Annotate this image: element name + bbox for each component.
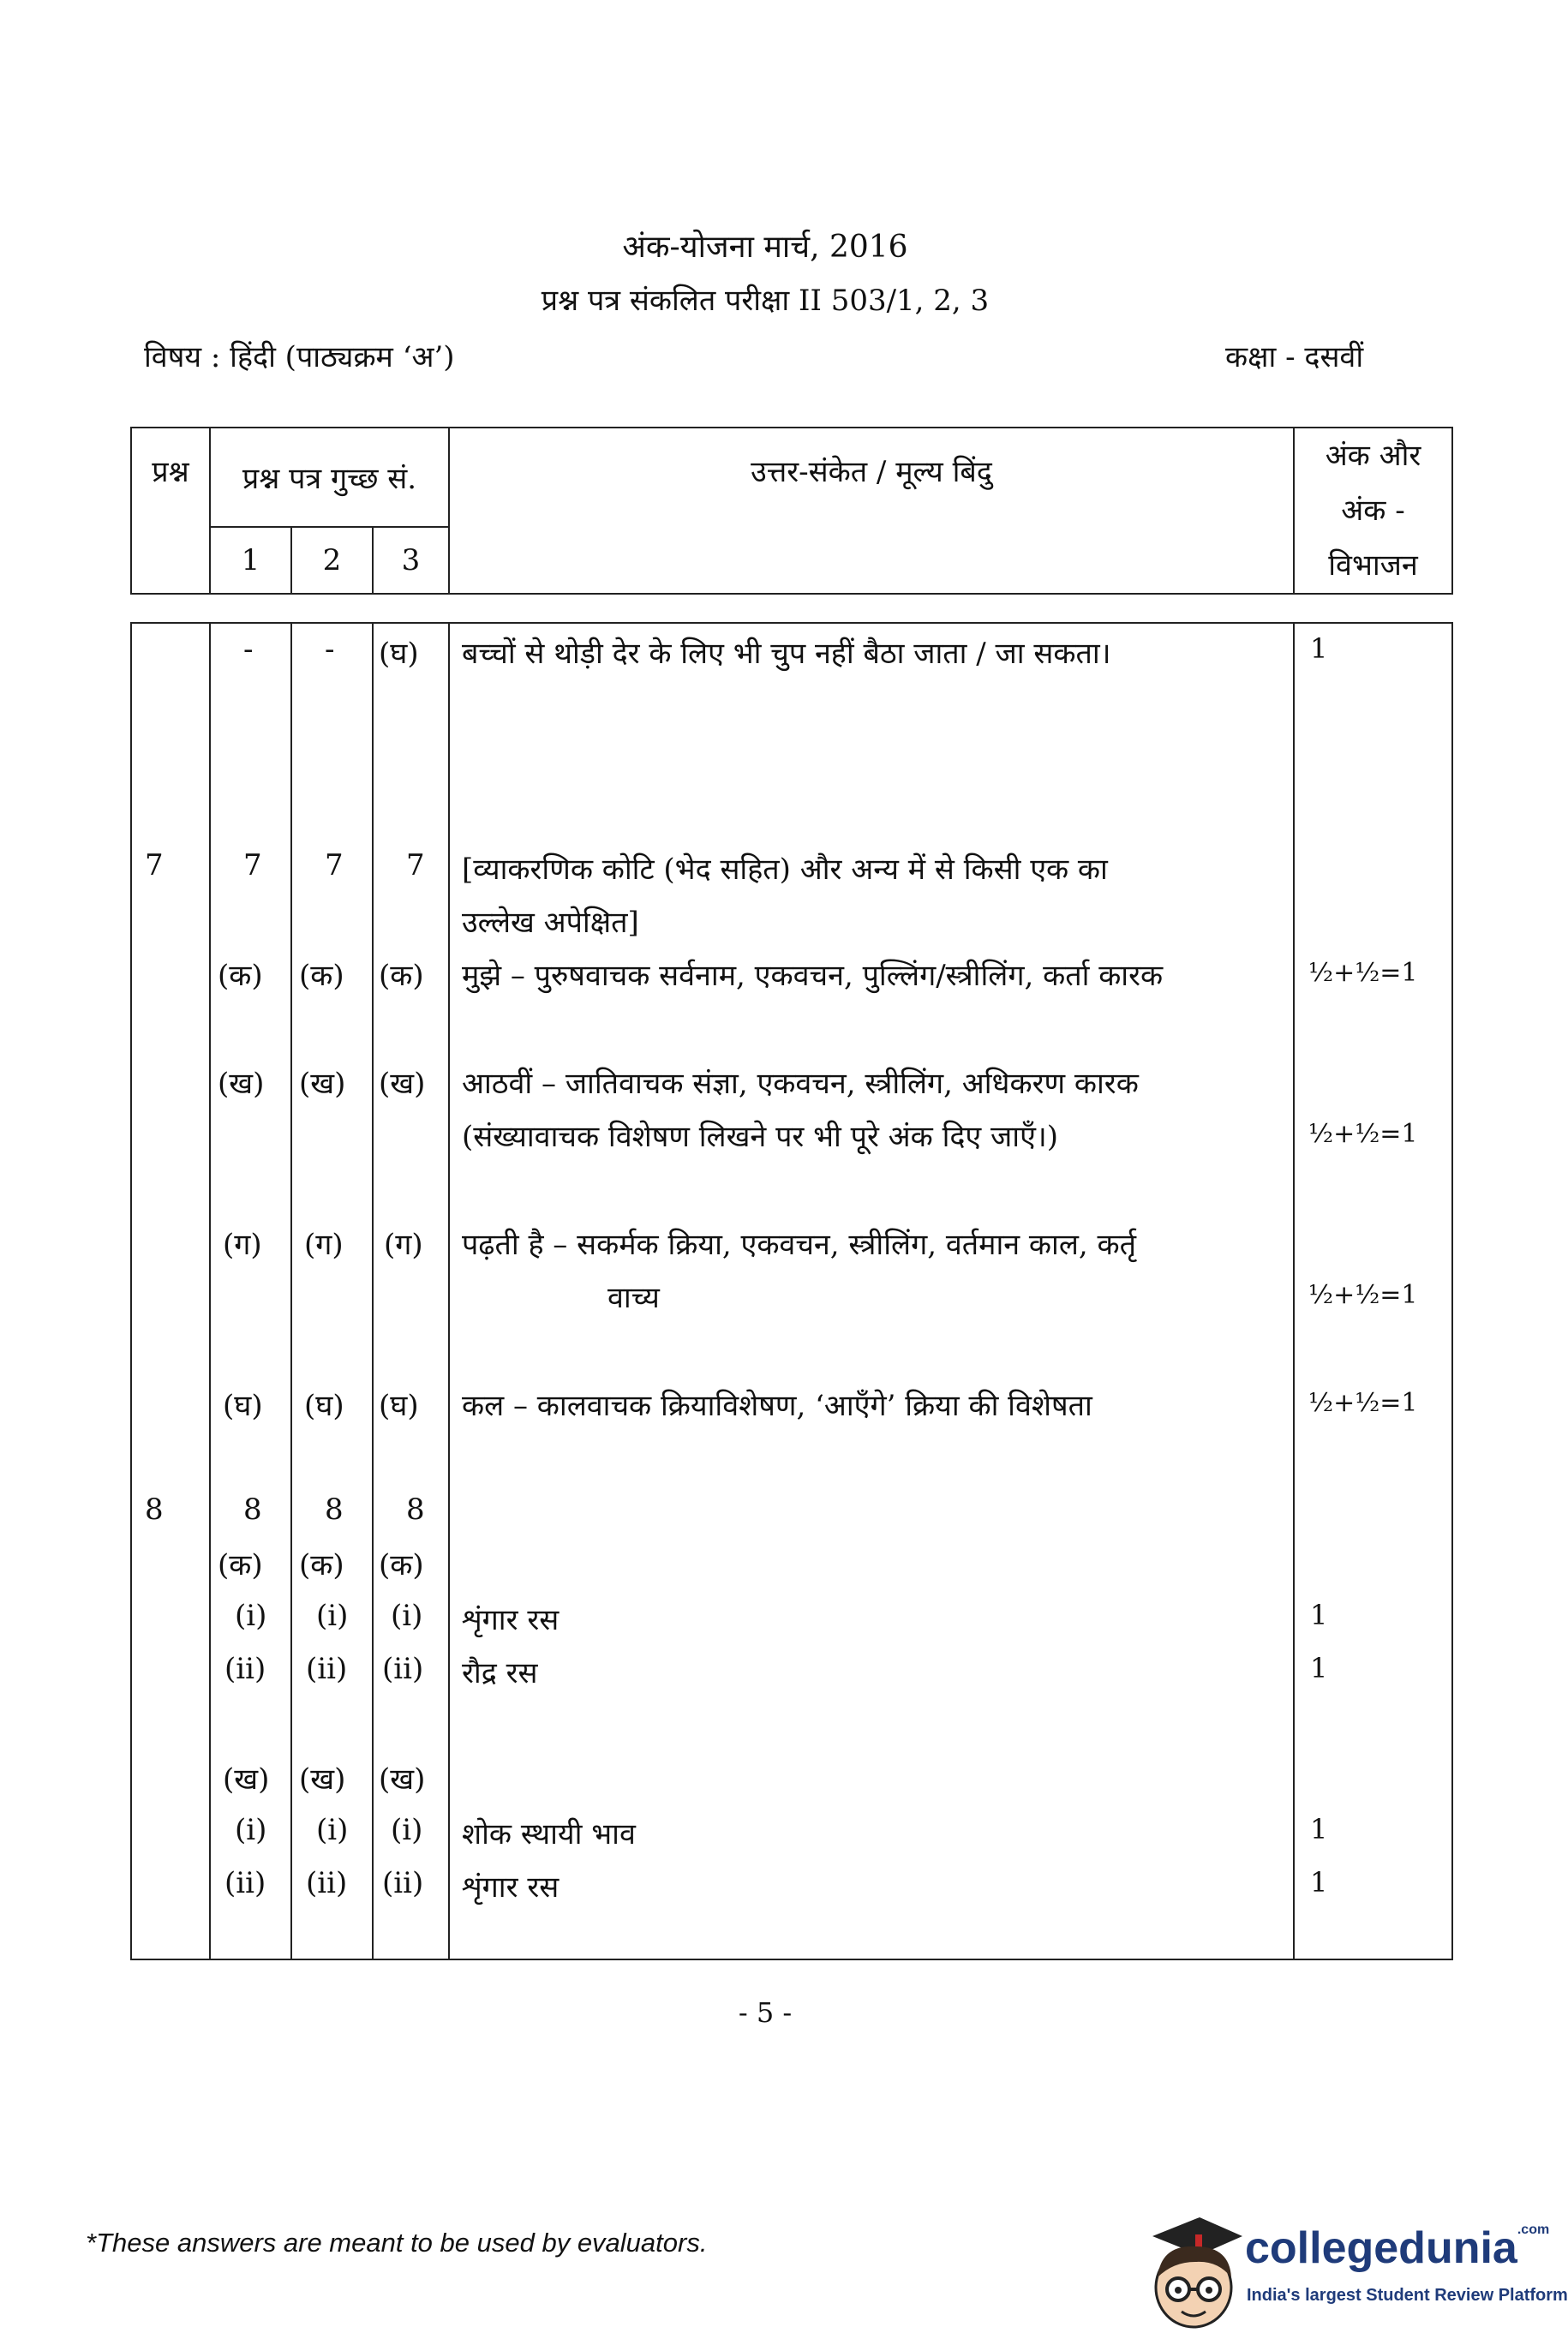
header-table [130, 427, 1453, 595]
question-8-number: 8 [145, 1493, 164, 1527]
set-1-column [210, 623, 291, 1959]
marks-header-line2: अंक - [1341, 494, 1405, 528]
q8a-i-marks: 1 [1310, 1599, 1328, 1631]
set-2-column [291, 623, 373, 1959]
q8-set1: 8 [243, 1493, 262, 1527]
q8b-set3: (ख) [379, 1762, 426, 1797]
q7-set2: 7 [325, 848, 344, 882]
q8b-ii-set3: (ii) [382, 1866, 424, 1900]
col-question-header: प्रश्न [131, 428, 210, 594]
q7d-set3: (घ) [379, 1389, 419, 1423]
q7d-answer: कल – कालवाचक क्रियाविशेषण, ‘आएँगे’ क्रिया की विशेषता [462, 1389, 1092, 1423]
marks-header-line3: विभाजन [1328, 548, 1418, 583]
student-mascot-icon [1135, 2210, 1247, 2336]
question-column [131, 623, 210, 1959]
logo-name: collegedunia [1245, 2223, 1517, 2273]
question-7-number: 7 [145, 848, 164, 882]
q7c-marks: ½+½=1 [1308, 1280, 1418, 1310]
q7b-answer-line1: आठवीं – जातिवाचक संज्ञा, एकवचन, स्त्रीलिंग, अधिकरण कारक [462, 1067, 1139, 1101]
q8-set2: 8 [325, 1493, 344, 1527]
row1-set3: (घ) [379, 637, 419, 671]
set-3-column [373, 623, 449, 1959]
q7-instruction-line2: उल्लेख अपेक्षित] [462, 906, 639, 940]
q7c-set2: (ग) [304, 1228, 344, 1262]
q8a-i-set3: (i) [391, 1599, 423, 1633]
q8-set3: 8 [406, 1493, 425, 1527]
page-title: अंक-योजना मार्च, 2016 [622, 230, 908, 265]
class-label: कक्षा - दसवीं [1225, 340, 1364, 374]
answer-table [130, 622, 1453, 1960]
set-2-header: 2 [291, 527, 373, 594]
q7a-set1: (क) [218, 959, 263, 993]
q8a-ii-set2: (ii) [306, 1652, 348, 1686]
q8b-i-answer: शोक स्थायी भाव [462, 1817, 636, 1851]
q8a-ii-marks: 1 [1310, 1652, 1328, 1684]
q8a-i-answer: शृंगार रस [462, 1603, 560, 1637]
q7d-set2: (घ) [304, 1389, 344, 1423]
q8b-set1: (ख) [223, 1762, 270, 1797]
q8b-i-set2: (i) [316, 1813, 349, 1847]
answer-column [449, 623, 1294, 1959]
q7b-answer-line2: (संख्यावाचक विशेषण लिखने पर भी पूरे अंक दिए जाएँ।) [462, 1120, 1059, 1154]
row1-set2: - [325, 632, 335, 667]
q7b-set1: (ख) [218, 1067, 265, 1101]
q8a-set3: (क) [379, 1548, 424, 1582]
q8b-ii-set1: (ii) [224, 1866, 266, 1900]
q8b-ii-marks: 1 [1310, 1866, 1328, 1899]
set-1-header: 1 [210, 527, 291, 594]
q8a-ii-answer: रौद्र रस [462, 1656, 538, 1690]
q7-set3: 7 [406, 848, 425, 882]
q7c-answer-line1: पढ़ती है – सकर्मक क्रिया, एकवचन, स्त्रीलिंग, वर्तमान काल, कर्तृ [462, 1228, 1137, 1262]
col-answer-header: उत्तर-संकेत / मूल्य बिंदु [449, 428, 1294, 594]
collegedunia-logo [1135, 2210, 1568, 2336]
q8a-ii-set3: (ii) [382, 1652, 424, 1686]
page-number: - 5 - [738, 1996, 793, 2029]
q8b-set2: (ख) [299, 1762, 346, 1797]
q7c-set3: (ग) [384, 1228, 423, 1262]
logo-com: .com [1517, 2222, 1550, 2237]
logo-wordmark [1245, 2222, 1549, 2274]
col-marks-header [1294, 428, 1452, 594]
q7-set1: 7 [243, 848, 262, 882]
row1-set1: - [243, 632, 254, 667]
q8b-i-set3: (i) [391, 1813, 423, 1847]
q7-instruction-line1: [व्याकरणिक कोटि (भेद सहित) और अन्य में से किसी एक का [462, 852, 1108, 887]
q7a-marks: ½+½=1 [1308, 958, 1418, 988]
q7d-marks: ½+½=1 [1308, 1388, 1418, 1418]
q7b-set2: (ख) [299, 1067, 346, 1101]
q8b-ii-set2: (ii) [306, 1866, 348, 1900]
q8a-ii-set1: (ii) [224, 1652, 266, 1686]
col-set-header: प्रश्न पत्र गुच्छ सं. [210, 428, 449, 527]
logo-tagline: India's largest Student Review Platform [1247, 2286, 1568, 2305]
set-3-header: 3 [373, 527, 449, 594]
marks-header-line1: अंक और [1325, 439, 1421, 473]
paper-subtitle: प्रश्न पत्र संकलित परीक्षा II 503/1, 2, 3 [541, 284, 990, 318]
subject-label: विषय : हिंदी (पाठ्यक्रम ‘अ’) [144, 340, 455, 374]
q7c-set1: (ग) [223, 1228, 262, 1262]
q8a-set1: (क) [218, 1548, 263, 1582]
q8b-ii-answer: शृंगार रस [462, 1870, 560, 1905]
q7c-answer-line2: वाच्य [607, 1281, 660, 1315]
q8a-set2: (क) [299, 1548, 344, 1582]
q7b-marks: ½+½=1 [1308, 1119, 1418, 1149]
q7d-set1: (घ) [223, 1389, 263, 1423]
row1-answer: बच्चों से थोड़ी देर के लिए भी चुप नहीं बैठा जाता / जा सकता। [462, 637, 1111, 671]
row1-marks: 1 [1310, 632, 1328, 665]
marks-column [1294, 623, 1452, 1959]
q7a-set2: (क) [299, 959, 344, 993]
q7a-answer: मुझे – पुरुषवाचक सर्वनाम, एकवचन, पुल्लिंग/स्त्रीलिंग, कर्ता कारक [462, 959, 1164, 993]
footer-note: *These answers are meant to be used by evaluators. [86, 2228, 708, 2258]
q8a-i-set1: (i) [235, 1599, 267, 1633]
q7a-set3: (क) [379, 959, 424, 993]
q7b-set3: (ख) [379, 1067, 426, 1101]
q8a-i-set2: (i) [316, 1599, 349, 1633]
q8b-i-marks: 1 [1310, 1813, 1328, 1845]
q8b-i-set1: (i) [235, 1813, 267, 1847]
